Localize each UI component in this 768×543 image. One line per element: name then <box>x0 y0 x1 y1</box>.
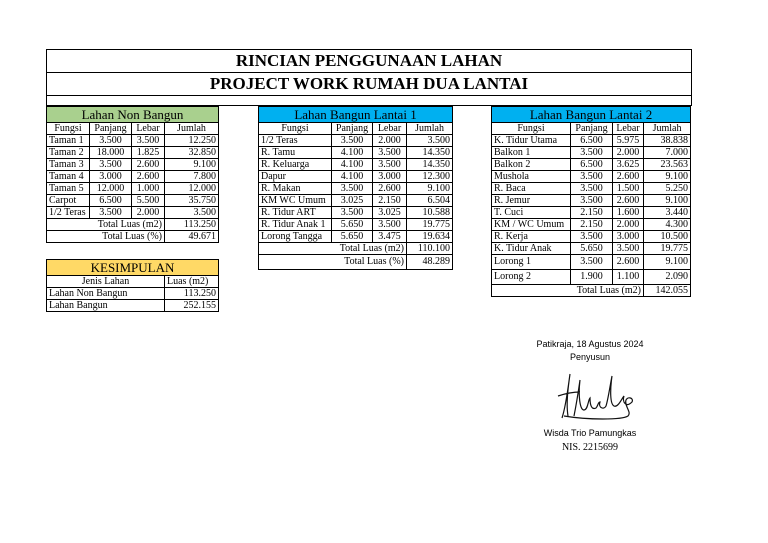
table-cell: 9.100 <box>407 183 453 195</box>
table-cell: 2.600 <box>132 171 165 183</box>
table-cell: 12.250 <box>165 135 219 147</box>
table-cell: 252.155 <box>165 300 219 312</box>
col-header-panjang: Panjang <box>90 123 132 135</box>
signer-name: Wisda Trio Pamungkas <box>543 428 637 438</box>
col-header-lebar: Lebar <box>132 123 165 135</box>
kesimpulan-title: KESIMPULAN <box>47 260 219 276</box>
table-cell: 2.000 <box>132 207 165 219</box>
table-cell: 3.025 <box>373 207 407 219</box>
table-cell: 5.250 <box>644 183 691 195</box>
total-m2-label: Total Luas (m2) <box>492 285 644 297</box>
table-cell: Taman 4 <box>47 171 90 183</box>
table-cell: 1.900 <box>571 270 613 285</box>
kesimpulan-col-luas: Luas (m2) <box>165 276 219 288</box>
table-row <box>492 159 691 171</box>
table-cell: 10.588 <box>407 207 453 219</box>
col-header-lebar: Lebar <box>373 123 407 135</box>
total-pct-label: Total Luas (%) <box>259 255 407 270</box>
table-cell: 19.775 <box>407 219 453 231</box>
table-row <box>259 147 453 159</box>
col-header-jumlah: Jumlah <box>644 123 691 135</box>
table-cell: 38.838 <box>644 135 691 147</box>
table-cell: 35.750 <box>165 195 219 207</box>
table-cell: KM / WC Umum <box>492 219 571 231</box>
table-row <box>492 231 691 243</box>
table-cell: 2.000 <box>613 147 644 159</box>
table-cell: 14.350 <box>407 159 453 171</box>
table-cell: R. Baca <box>492 183 571 195</box>
table-row <box>259 195 453 207</box>
table-cell: 6.500 <box>571 159 613 171</box>
table-row <box>492 195 691 207</box>
table-cell: 3.500 <box>332 207 373 219</box>
table-cell: 6.500 <box>571 135 613 147</box>
total-pct-label: Total Luas (%) <box>47 231 165 243</box>
table-cell: Mushola <box>492 171 571 183</box>
table-cell: 12.300 <box>407 171 453 183</box>
col-header-jumlah: Jumlah <box>165 123 219 135</box>
signer-role: Penyusun <box>569 352 611 362</box>
signature-image <box>548 366 640 424</box>
table-cell: 1.825 <box>132 147 165 159</box>
title-spacer-row <box>46 94 692 106</box>
table-cell: 6.504 <box>407 195 453 207</box>
place-date: Patikraja, 18 Agustus 2024 <box>536 339 644 349</box>
table-cell: 12.000 <box>165 183 219 195</box>
table-cell: K. Tidur Anak <box>492 243 571 255</box>
table-cell: 3.500 <box>90 159 132 171</box>
col-header-fungsi: Fungsi <box>492 123 571 135</box>
table-cell: Lorong Tangga <box>259 231 332 243</box>
non-bangun-table <box>46 106 219 243</box>
table-cell: 5.650 <box>332 219 373 231</box>
table-cell: 1/2 Teras <box>259 135 332 147</box>
table-row <box>492 270 691 285</box>
table-cell: R. Jemur <box>492 195 571 207</box>
lantai1-table <box>258 106 453 270</box>
table-cell: 18.000 <box>90 147 132 159</box>
table-row <box>259 219 453 231</box>
col-header-fungsi: Fungsi <box>47 123 90 135</box>
table-cell: 3.500 <box>132 135 165 147</box>
table-cell: 19.775 <box>644 243 691 255</box>
table-cell: R. Tamu <box>259 147 332 159</box>
table-cell: 2.600 <box>613 255 644 270</box>
table-cell: 3.500 <box>571 183 613 195</box>
col-header-fungsi: Fungsi <box>259 123 332 135</box>
table-cell: 3.500 <box>373 159 407 171</box>
table-cell: 1/2 Teras <box>47 207 90 219</box>
table-row <box>47 300 219 312</box>
col-header-jumlah: Jumlah <box>407 123 453 135</box>
table-cell: Carpot <box>47 195 90 207</box>
table-cell: 3.440 <box>644 207 691 219</box>
table-cell: 19.634 <box>407 231 453 243</box>
table-cell: 3.500 <box>165 207 219 219</box>
table-row <box>492 183 691 195</box>
table-cell: 9.100 <box>644 171 691 183</box>
table-cell: 5.650 <box>332 231 373 243</box>
table-cell: Taman 3 <box>47 159 90 171</box>
table-cell: 10.500 <box>644 231 691 243</box>
total-m2-value: 113.250 <box>165 219 219 231</box>
table-cell: 1.000 <box>132 183 165 195</box>
table-cell: Taman 2 <box>47 147 90 159</box>
table-cell: 4.100 <box>332 147 373 159</box>
table-cell: R. Tidur ART <box>259 207 332 219</box>
table-cell: 4.300 <box>644 219 691 231</box>
total-m2-value: 110.100 <box>407 243 453 255</box>
total-m2-label: Total Luas (m2) <box>47 219 165 231</box>
table-cell: 3.025 <box>332 195 373 207</box>
table-cell: 3.475 <box>373 231 407 243</box>
table-cell: Taman 5 <box>47 183 90 195</box>
table-cell: Lorong 1 <box>492 255 571 270</box>
table-row <box>47 159 219 171</box>
table-cell: 4.100 <box>332 159 373 171</box>
table-cell: 32.850 <box>165 147 219 159</box>
table-cell: 3.000 <box>373 171 407 183</box>
table-cell: 3.500 <box>571 231 613 243</box>
table-cell: 23.563 <box>644 159 691 171</box>
table-cell: 9.100 <box>165 159 219 171</box>
table-row <box>47 135 219 147</box>
table-row <box>259 159 453 171</box>
table-cell: Lahan Bangun <box>47 300 165 312</box>
table-cell: 9.100 <box>644 255 691 270</box>
table-cell: 6.500 <box>90 195 132 207</box>
table-cell: 3.500 <box>407 135 453 147</box>
table-cell: 14.350 <box>407 147 453 159</box>
table-row <box>47 207 219 219</box>
lantai2-title: Lahan Bangun Lantai 2 <box>492 107 691 123</box>
table-cell: 5.975 <box>613 135 644 147</box>
table-cell: 7.800 <box>165 171 219 183</box>
table-row <box>259 207 453 219</box>
table-cell: 12.000 <box>90 183 132 195</box>
col-header-panjang: Panjang <box>332 123 373 135</box>
table-row <box>47 171 219 183</box>
total-pct-value: 48.289 <box>407 255 453 270</box>
table-row <box>47 195 219 207</box>
total-m2-label: Total Luas (m2) <box>259 243 407 255</box>
table-cell: 1.500 <box>613 183 644 195</box>
page-title: RINCIAN PENGGUNAAN LAHAN <box>47 50 691 73</box>
kesimpulan-table <box>46 259 219 312</box>
table-cell: 3.500 <box>373 219 407 231</box>
col-header-lebar: Lebar <box>613 123 644 135</box>
table-cell: 3.500 <box>373 147 407 159</box>
table-row <box>492 147 691 159</box>
table-cell: Taman 1 <box>47 135 90 147</box>
table-cell: 2.150 <box>571 219 613 231</box>
table-cell: R. Keluarga <box>259 159 332 171</box>
non-bangun-title: Lahan Non Bangun <box>47 107 219 123</box>
total-pct-value: 49.671 <box>165 231 219 243</box>
table-row <box>492 255 691 270</box>
table-cell: 1.100 <box>613 270 644 285</box>
table-cell: 3.500 <box>571 171 613 183</box>
table-cell: Lorong 2 <box>492 270 571 285</box>
table-cell: 2.000 <box>373 135 407 147</box>
table-cell: 2.150 <box>571 207 613 219</box>
total-m2-value: 142.055 <box>644 285 691 297</box>
table-cell: 5.650 <box>571 243 613 255</box>
lantai2-table <box>491 106 691 297</box>
table-cell: R. Kerja <box>492 231 571 243</box>
table-row <box>492 207 691 219</box>
table-cell: 9.100 <box>644 195 691 207</box>
table-cell: 2.600 <box>373 183 407 195</box>
table-cell: 2.600 <box>613 195 644 207</box>
table-cell: R. Makan <box>259 183 332 195</box>
table-cell: 3.000 <box>613 231 644 243</box>
lantai1-title: Lahan Bangun Lantai 1 <box>259 107 453 123</box>
table-cell: 2.600 <box>613 171 644 183</box>
table-cell: T. Cuci <box>492 207 571 219</box>
table-cell: 2.090 <box>644 270 691 285</box>
table-row <box>492 243 691 255</box>
table-cell: 3.500 <box>90 207 132 219</box>
title-box <box>46 49 692 96</box>
table-cell: 4.100 <box>332 171 373 183</box>
table-row <box>47 288 219 300</box>
kesimpulan-col-jenis: Jenis Lahan <box>47 276 165 288</box>
table-cell: 3.500 <box>571 195 613 207</box>
table-cell: 2.150 <box>373 195 407 207</box>
table-row <box>259 183 453 195</box>
table-row <box>259 231 453 243</box>
table-row <box>47 183 219 195</box>
page-subtitle: PROJECT WORK RUMAH DUA LANTAI <box>209 74 529 93</box>
table-cell: 2.000 <box>613 219 644 231</box>
table-cell: Balkon 2 <box>492 159 571 171</box>
table-cell: 3.500 <box>332 135 373 147</box>
table-row <box>492 135 691 147</box>
table-cell: 1.600 <box>613 207 644 219</box>
table-cell: 5.500 <box>132 195 165 207</box>
table-cell: 113.250 <box>165 288 219 300</box>
table-row <box>47 147 219 159</box>
table-cell: 3.500 <box>90 135 132 147</box>
table-cell: Dapur <box>259 171 332 183</box>
table-cell: Balkon 1 <box>492 147 571 159</box>
table-cell: 3.500 <box>571 255 613 270</box>
signer-nis: NIS. 2215699 <box>561 442 619 453</box>
col-header-panjang: Panjang <box>571 123 613 135</box>
table-cell: Lahan Non Bangun <box>47 288 165 300</box>
table-row <box>492 171 691 183</box>
table-cell: K. Tidur Utama <box>492 135 571 147</box>
table-row <box>259 135 453 147</box>
table-cell: 3.625 <box>613 159 644 171</box>
table-cell: 3.500 <box>613 243 644 255</box>
table-cell: 7.000 <box>644 147 691 159</box>
table-cell: 3.000 <box>90 171 132 183</box>
table-cell: 3.500 <box>571 147 613 159</box>
table-cell: R. Tidur Anak 1 <box>259 219 332 231</box>
table-cell: 2.600 <box>132 159 165 171</box>
table-cell: 3.500 <box>332 183 373 195</box>
table-row <box>259 171 453 183</box>
table-cell: KM WC Umum <box>259 195 332 207</box>
table-row <box>492 219 691 231</box>
